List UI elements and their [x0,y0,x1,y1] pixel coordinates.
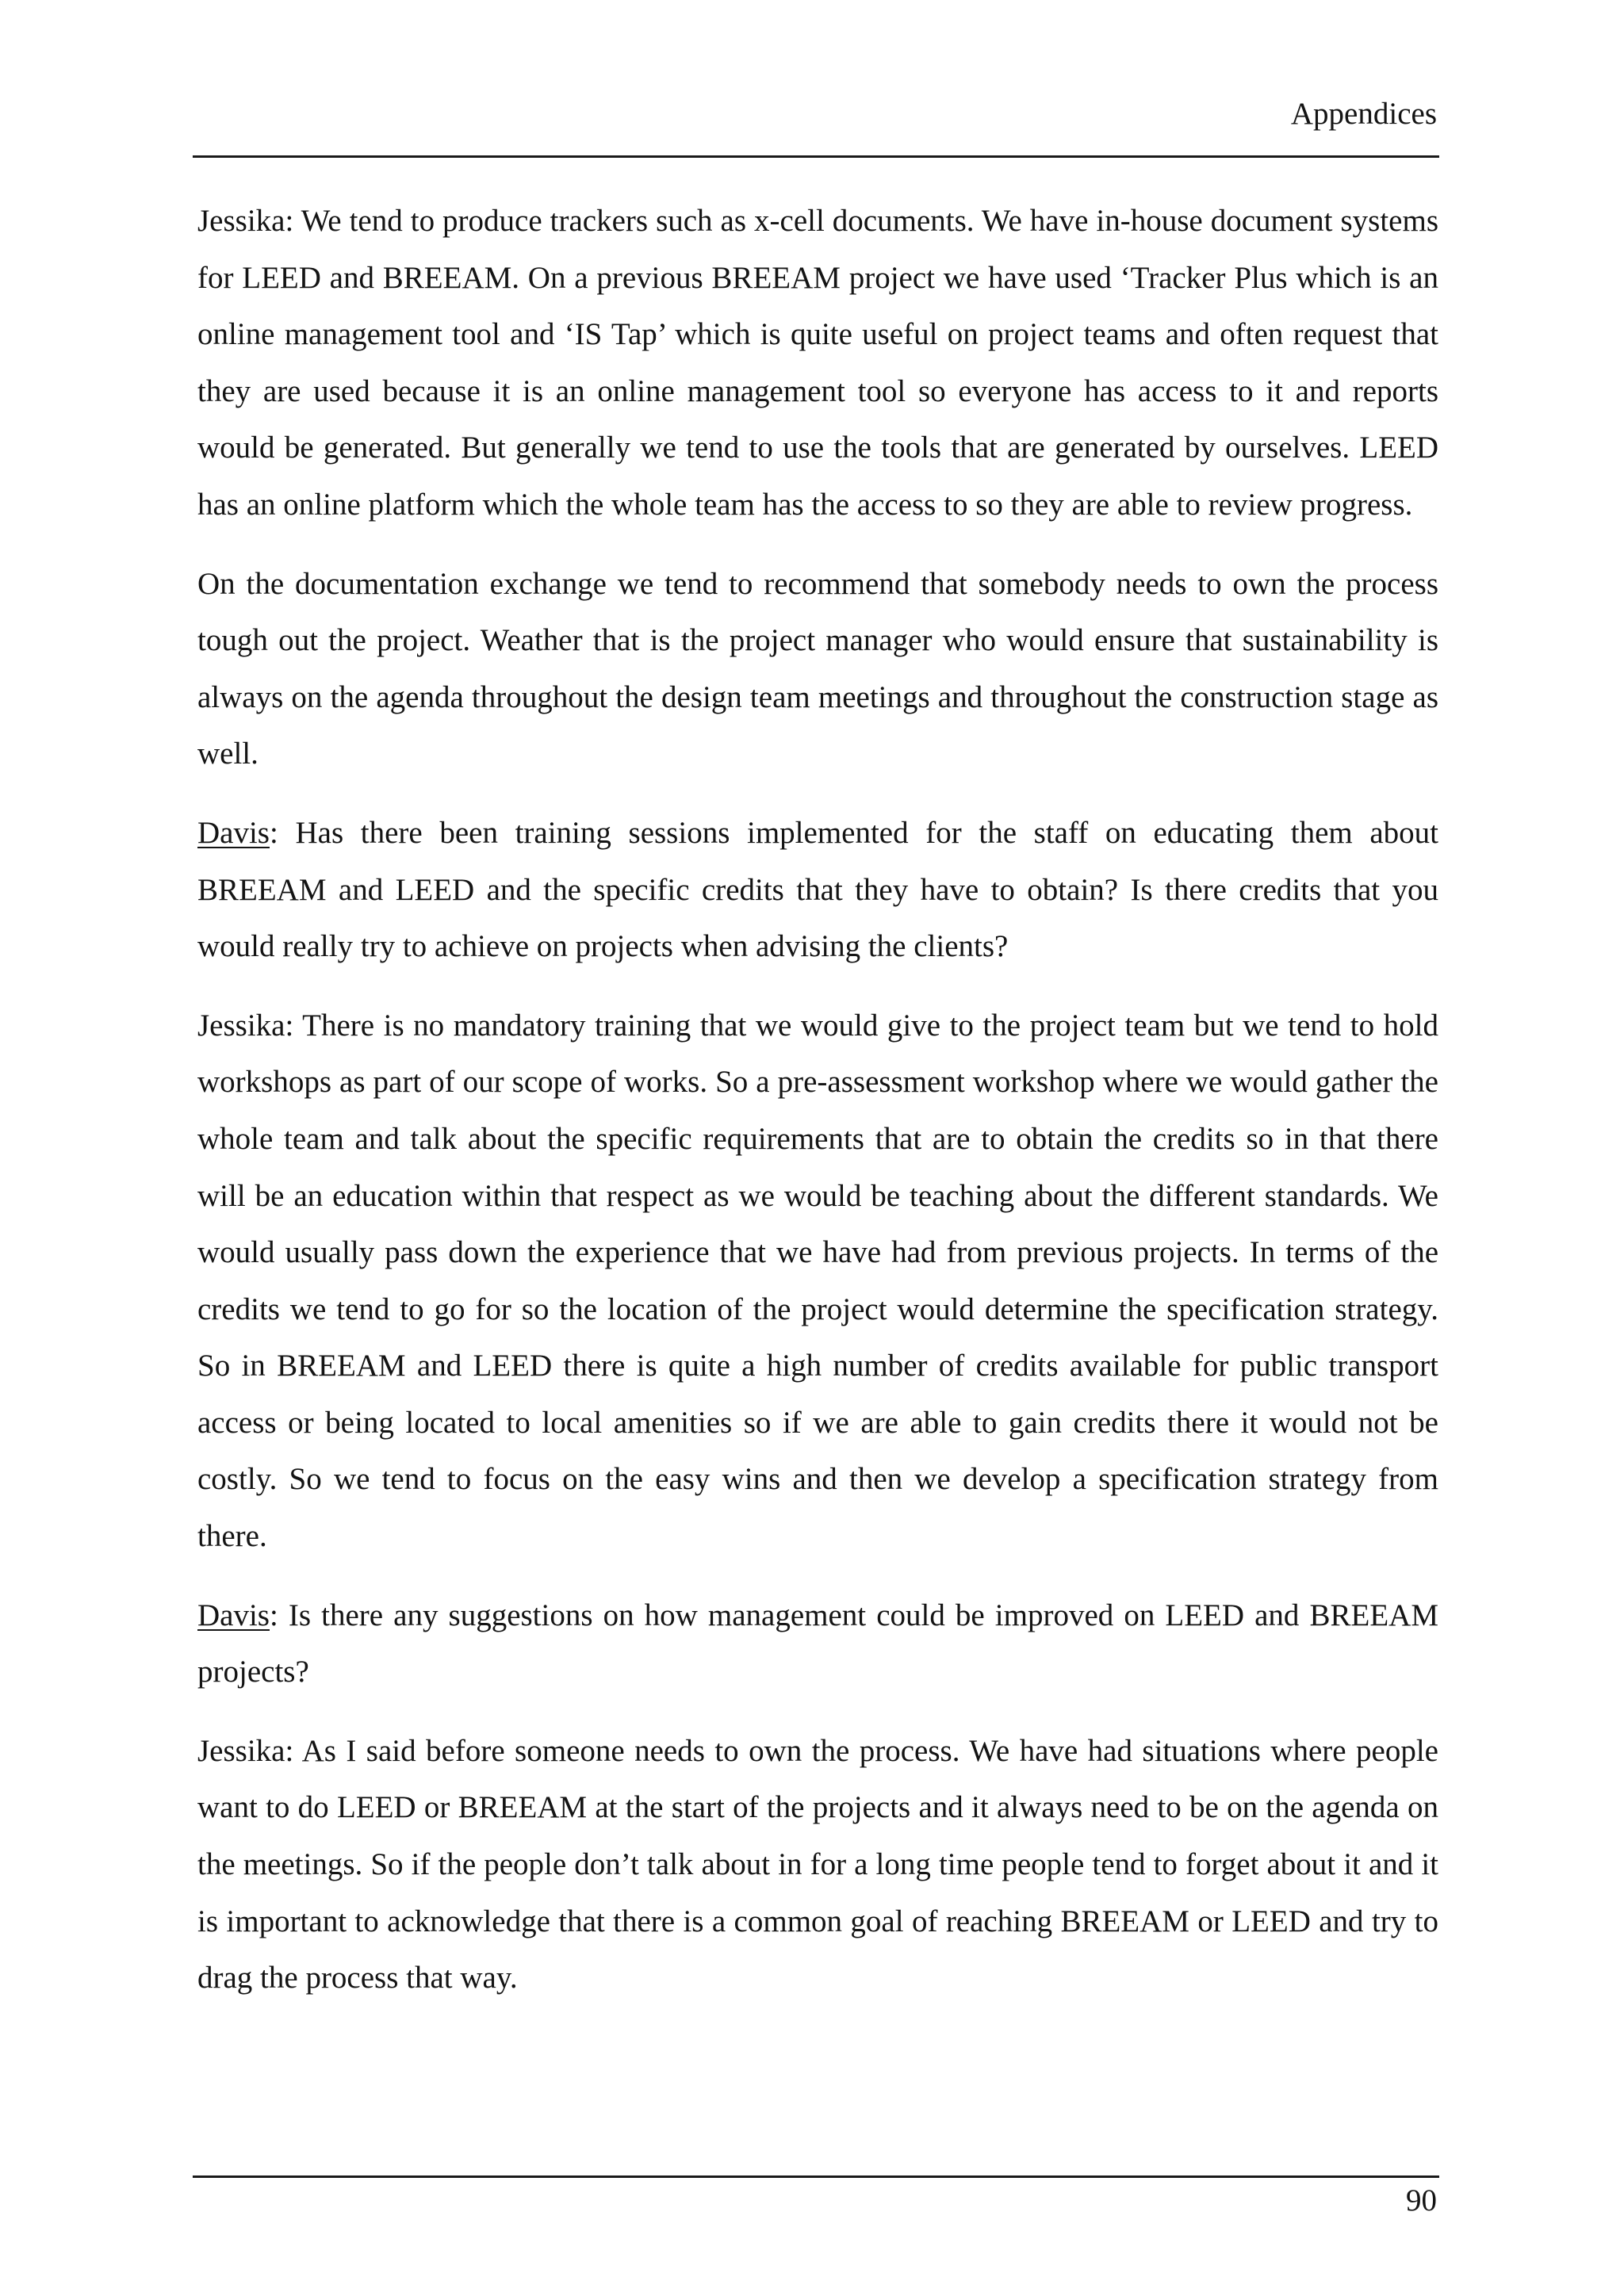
page-number: 90 [1406,2183,1437,2218]
paragraph-jessika-trackers [197,193,1438,534]
paragraph-text: Jessika: We tend to produce trackers such as x-cell documents. We have in-house document systems for LEED and BREEAM. On a previous BREEAM project we have used ‘Tracker Plus which is an online management tool and ‘IS Tap’ which is quite useful on project teams and often request that they are used because it is an online management tool so everyone has access to it and reports would be generated. But generally we tend to use the tools that are generated by ourselves. LEED has an online platform which the whole team has the access to so they are able to review progress. [197,204,1438,522]
paragraph-davis-training-question [197,805,1438,975]
document-body [197,193,1438,2029]
paragraph-documentation-exchange [197,556,1438,783]
paragraph-text: On the documentation exchange we tend to recommend that somebody needs to own the process tough out the project. Weather that is the project manager who would ensure that sustainability is always on the agenda throughout the design team meetings and throughout the construction stage as well. [197,566,1438,771]
paragraph-davis-suggestions-question [197,1587,1438,1701]
paragraph-text: : Has there been training sessions implemented for the staff on educating them about BREEAM and LEED and the specific credits that they have to obtain? Is there credits that you would really try to achieve on projects when advising the clients? [197,815,1438,964]
paragraph-jessika-suggestions-answer [197,1723,1438,2007]
paragraph-text: : Is there any suggestions on how management could be improved on LEED and BREEAM projects? [197,1598,1438,1689]
speaker-name: Davis [197,815,270,850]
footer-divider [193,2175,1439,2178]
running-header: Appendices [1290,97,1437,131]
paragraph-jessika-training-answer [197,997,1438,1565]
header-divider [193,155,1439,158]
paragraph-text: Jessika: As I said before someone needs to own the process. We have had situations where people want to do LEED or BREEAM at the start of the projects and it always need to be on the agenda on the meetings. So if the people don’t talk about in for a long time people tend to forget about it and it is important to acknowledge that there is a common goal of reaching BREEAM or LEED and try to drag the process that way. [197,1733,1438,1996]
speaker-name: Davis [197,1598,270,1632]
paragraph-text: Jessika: There is no mandatory training that we would give to the project team but we tend to hold workshops as part of our scope of works. So a pre-assessment workshop where we would gather the whole team and talk about the specific requirements that are to obtain the credits so in that there will be an education within that respect as we would be teaching about the different standards. We would usually pass down the experience that we have had from previous projects. In terms of the credits we tend to go for so the location of the project would determine the specification strategy. So in BREEAM and LEED there is quite a high number of credits available for public transport access or being located to local amenities so if we are able to gain credits there it would not be costly. So we tend to focus on the easy wins and then we develop a specification strategy from there. [197,1008,1438,1554]
